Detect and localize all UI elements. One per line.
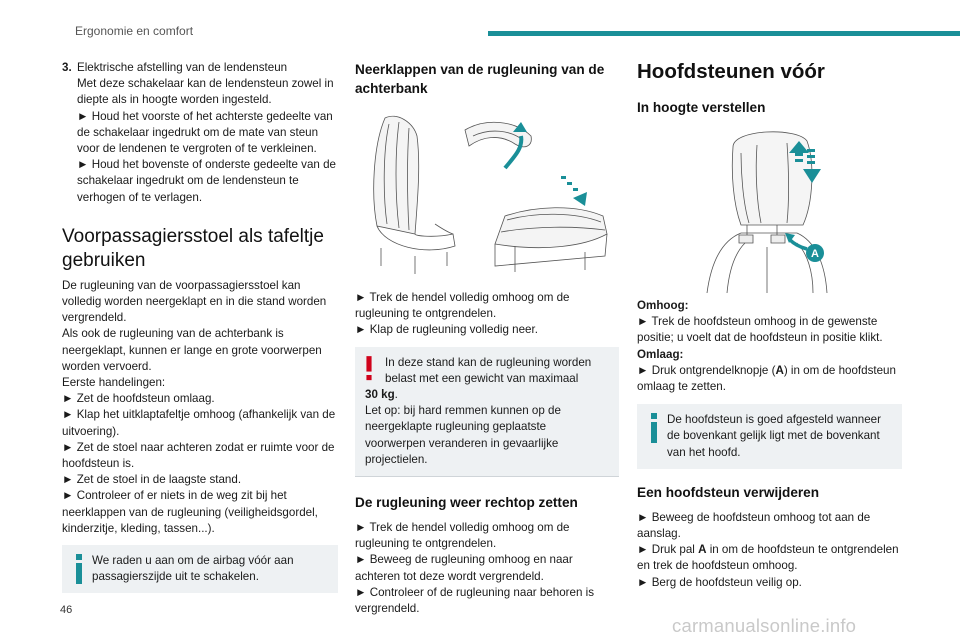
divider [355,476,619,477]
column-middle [355,60,619,617]
up-label: Omhoog: [637,299,689,312]
section-heading: De rugleuning weer rechtop zetten [355,495,578,511]
warning-weight-line [365,387,609,403]
warning-text-2: Let op: bij hard remmen kunnen op de neergeklapte rugleuning geplaatste voorwerpen veranderen in gevaarlijke projectielen. [365,404,561,466]
body-text: Als ook de rugleuning van de achterbank is neergeklapt, kunnen er lange en grote voorwerpen worden vervoerd. [62,327,322,373]
column-right [637,60,902,591]
first-actions-label: Eerste handelingen: [62,376,166,390]
subsection-heading: In hoogte verstellen [637,100,766,115]
down-label: Omlaag: [637,347,684,361]
step-text: ► Zet de hoofdsteun omlaag. [62,392,215,406]
item-title: Elektrische afstelling van de lendensteun [77,61,288,74]
step-text: ► Controleer of er niets in de weg zit bij het neerklappen van de rugleuning (veiligheidsgordel, kinderzitje, kleding, tassen...). [62,489,318,535]
info-note [637,404,902,469]
step-text: ► Zet de stoel naar achteren zodat er ruimte voor de hoofdsteun is. [62,440,335,471]
press-post: in om de hoofdsteun te ontgrendelen en trek de hoofdsteun omhoog. [637,543,899,573]
step-text: ► Trek de hendel volledig omhoog om de rugleuning te ontgrendelen. [355,521,570,551]
watermark: carmanualsonline.info [672,615,857,636]
item-number: 3. [62,61,72,74]
down-step-pre: ► Druk ontgrendelknopje ( [637,363,776,377]
step-text: ► Beweeg de hoofdsteun omhoog tot aan de aanslag. [637,510,871,541]
press-pre: ► Druk pal [637,543,699,557]
warning-weight: 30 kg [365,388,395,402]
body-text: De rugleuning van de voorpassagiersstoel kan volledig worden neergeklapt en in die stand worden vergrendeld. [62,278,327,325]
headrest-illustration [637,123,902,293]
warning-note [355,347,619,476]
step-text: ► Beweeg de rugleuning omhoog en naar achteren tot deze wordt vergrendeld. [355,553,573,583]
headrest-drawing [637,123,902,293]
warning-icon [363,356,375,382]
step-text: ► Trek de hendel volledig omhoog om de rugleuning te ontgrendelen. [355,291,570,321]
info-note-text: We raden u aan om de airbag vóór aan passagierszijde uit te schakelen. [92,554,294,584]
step-text: ► Berg de hoofdsteun veilig op. [637,575,802,589]
step-text: ► Trek de hoofdsteun omhoog in de gewenste positie; u voelt dat de hoofdsteun in positie klikt. [637,315,883,345]
step-text-press [637,542,902,574]
warning-period: . [394,388,398,402]
rear-seat-drawing [355,106,619,276]
info-note-text: De hoofdsteun is goed afgesteld wanneer de bovenkant gelijk ligt met de bovenkant van het hoofd. [667,413,881,459]
section-heading: Hoofdsteunen vóór [637,60,825,83]
step-text: ► Zet de stoel in de laagste stand. [62,473,242,487]
section-heading: Een hoofdsteun verwijderen [637,484,820,500]
info-note [62,545,338,593]
section-heading: Neerklappen van de rugleuning van de achterbank [355,62,605,96]
press-letter: A [698,543,707,557]
item-step: ► Houd het bovenste of onderste gedeelte van de schakelaar ingedrukt om de lendensteun te verhogen of te verlagen. [77,158,336,204]
info-icon [647,413,661,443]
warning-text: In deze stand kan de rugleuning worden belast met een gewicht van maximaal [385,355,592,385]
down-step-post: ) in om de hoofdsteun omlaag te zetten. [637,363,896,394]
list-item-3 [62,60,338,206]
header-accent-bar [488,31,960,36]
step-text-down [637,363,902,395]
column-left [62,60,338,593]
info-icon [72,554,86,584]
step-text: ► Controleer of de rugleuning naar behoren is vergrendeld. [355,585,594,616]
callout-a-letter: A [811,248,819,260]
page-number: 46 [60,604,73,616]
section-title: Ergonomie en comfort [75,24,194,38]
item-intro: Met deze schakelaar kan de lendensteun zowel in diepte als in hoogte worden ingesteld. [77,77,334,107]
item-step: ► Houd het voorste of het achterste gedeelte van de schakelaar ingedrukt om de mate van steun voor de lendenen te vergroten of te verkleinen. [77,109,333,156]
down-step-letter: A [775,363,784,377]
section-heading: Voorpassagiersstoel als tafeltje gebruiken [62,225,324,271]
rear-seat-illustration [355,106,619,276]
step-text: ► Klap de rugleuning volledig neer. [355,323,538,337]
step-text: ► Klap het uitklaptafeltje omhoog (afhankelijk van de uitvoering). [62,408,336,438]
